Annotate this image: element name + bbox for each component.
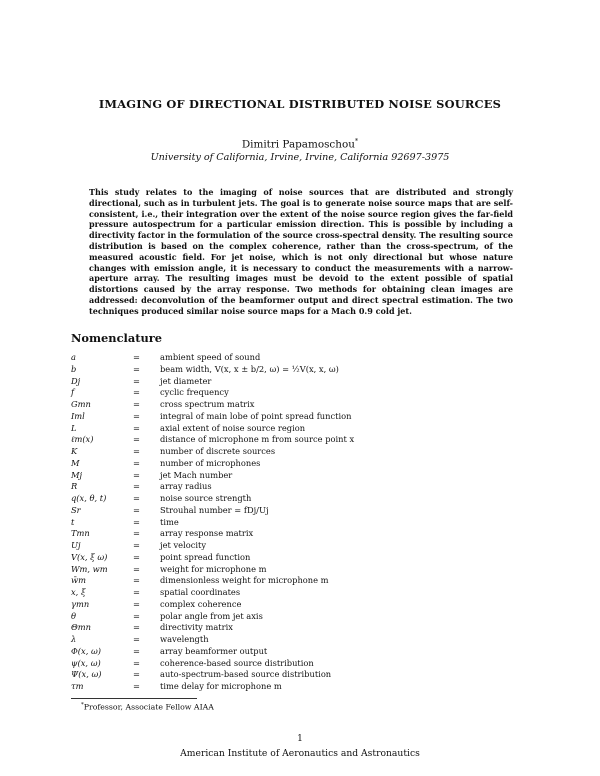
nomenclature-definition: time delay for microphone m [160, 681, 282, 691]
nomenclature-equals: = [133, 540, 140, 550]
paper-title: IMAGING OF DIRECTIONAL DISTRIBUTED NOISE SOURCES [98, 97, 502, 111]
nomenclature-row [71, 423, 531, 435]
nomenclature-row [71, 622, 531, 634]
nomenclature-row [71, 470, 531, 482]
page-number: 1 [297, 734, 303, 744]
nomenclature-equals: = [133, 528, 140, 539]
nomenclature-definition: spatial coordinates [160, 587, 241, 597]
nomenclature-equals: = [133, 622, 140, 633]
nomenclature-row [71, 364, 531, 376]
nomenclature-symbol: t [71, 516, 75, 527]
nomenclature-definition: ambient speed of sound [160, 352, 261, 362]
nomenclature-row [71, 434, 531, 446]
nomenclature-symbol: w̄m [71, 575, 86, 586]
nomenclature-definition: jet Mach number [160, 469, 233, 480]
nomenclature-symbol: a [71, 352, 76, 362]
nomenclature-row [71, 458, 531, 470]
nomenclature-equals: = [133, 352, 140, 362]
nomenclature-row [71, 611, 531, 623]
nomenclature-definition: cyclic frequency [160, 387, 229, 398]
nomenclature-equals: = [133, 681, 140, 691]
nomenclature-equals: = [133, 481, 140, 492]
nomenclature-definition: time [160, 516, 179, 527]
nomenclature-symbol: Θmn [71, 622, 92, 633]
nomenclature-definition: complex coherence [160, 598, 242, 609]
nomenclature-definition: noise source strength [160, 493, 252, 503]
nomenclature-row [71, 564, 531, 576]
nomenclature-definition: dimensionless weight for microphone m [160, 575, 329, 586]
nomenclature-symbol: x, ξ [71, 587, 86, 597]
nomenclature-definition: number of microphones [160, 457, 261, 468]
abstract: This study relates to the imaging of noise sources that are distributed and strongly directional, such as in turbulent jets. The goal is to generate noise source maps that are self-consistent, i.e., their integration over the extent of the noise source region gives the far-field pressure autospectrum for a particular emission direction. This is possible by including a directivity factor in the formulation of the source cross-spectral density. The resulting source distribution is based on the complex coherence, rather than the cross-spectrum, of the measured acoustic field. For jet noise, which is not only directional but whose nature changes with emission angle, it is necessary to conduct the measurements with a narrow-aperture array. The resulting images must be devoid to the extent possible of spatial distortions caused by the array response. Two methods for obtaining clean images are addressed: deconvolution of the beamformer output and direct spectral estimation. The two techniques produced similar noise source maps for a Mach 0.9 cold jet. [89, 187, 513, 316]
nomenclature-definition: array beamformer output [160, 645, 268, 656]
nomenclature-equals: = [133, 457, 140, 468]
nomenclature-equals: = [133, 610, 140, 621]
nomenclature-equals: = [133, 422, 140, 433]
nomenclature-definition: number of discrete sources [160, 446, 276, 456]
nomenclature-equals: = [133, 363, 140, 374]
nomenclature-symbol: f [71, 387, 75, 398]
nomenclature-definition: wavelength [160, 634, 209, 644]
nomenclature-definition: axial extent of noise source region [160, 422, 306, 433]
nomenclature-row [71, 634, 531, 646]
nomenclature-row [71, 587, 531, 599]
nomenclature-row [71, 387, 531, 399]
nomenclature-equals: = [133, 493, 140, 503]
nomenclature-row [71, 505, 531, 517]
nomenclature-definition: integral of main lobe of point spread function [160, 410, 352, 421]
nomenclature-row [71, 446, 531, 458]
nomenclature-row [71, 658, 531, 670]
nomenclature-equals: = [133, 469, 140, 480]
nomenclature-symbol: R [71, 481, 78, 492]
author-name: Dimitri Papamoschou [241, 138, 355, 151]
nomenclature-symbol: Wm, wm [71, 563, 108, 574]
nomenclature-row [71, 493, 531, 505]
nomenclature-row [71, 540, 531, 552]
nomenclature-row [71, 552, 531, 564]
nomenclature-symbol: Dj [71, 375, 81, 386]
nomenclature-symbol: Mj [71, 469, 83, 480]
nomenclature-equals: = [133, 563, 140, 574]
page-footer: American Institute of Aeronautics and Astronautics [180, 748, 420, 759]
nomenclature-symbol: Iml [71, 410, 85, 421]
nomenclature-definition: polar angle from jet axis [160, 610, 263, 621]
nomenclature-row [71, 399, 531, 411]
nomenclature-symbol: b [71, 363, 77, 374]
nomenclature-row [71, 575, 531, 587]
author-line [0, 137, 600, 150]
nomenclature-list [71, 352, 531, 693]
footnote-text: Professor, Associate Fellow AIAA [83, 702, 214, 712]
nomenclature-row [71, 599, 531, 611]
nomenclature-row [71, 517, 531, 529]
nomenclature-equals: = [133, 598, 140, 609]
nomenclature-equals: = [133, 446, 140, 456]
nomenclature-symbol: q(x, θ, t) [71, 493, 107, 503]
nomenclature-row [71, 411, 531, 423]
nomenclature-symbol: Tmn [71, 528, 90, 539]
nomenclature-equals: = [133, 410, 140, 421]
nomenclature-row [71, 481, 531, 493]
nomenclature-row [71, 352, 531, 364]
nomenclature-row [71, 681, 531, 693]
nomenclature-symbol: Gmn [71, 399, 91, 409]
nomenclature-symbol: V(x, ξ ω) [71, 551, 108, 562]
nomenclature-symbol: Sr [71, 504, 81, 515]
nomenclature-definition: Strouhal number = fDj/Uj [160, 504, 269, 515]
nomenclature-equals: = [133, 645, 140, 656]
nomenclature-row [71, 669, 531, 681]
nomenclature-row [71, 528, 531, 540]
nomenclature-symbol: λ [71, 634, 77, 644]
nomenclature-definition: weight for microphone m [160, 563, 267, 574]
nomenclature-symbol: ψ(x, ω) [71, 657, 101, 668]
nomenclature-symbol: M [71, 457, 80, 468]
nomenclature-definition: beam width, V(x, x ± b/2, ω) = ½V(x, x, ω) [160, 363, 339, 374]
nomenclature-equals: = [133, 657, 140, 668]
nomenclature-definition: array response matrix [160, 528, 254, 539]
nomenclature-equals: = [133, 551, 140, 562]
nomenclature-symbol: γmn [71, 598, 90, 609]
footnote-mark: * [81, 702, 84, 708]
nomenclature-definition: auto-spectrum-based source distribution [160, 669, 332, 680]
nomenclature-definition: array radius [160, 481, 212, 492]
nomenclature-equals: = [133, 375, 140, 386]
nomenclature-definition: point spread function [160, 551, 251, 562]
nomenclature-symbol: τm [71, 681, 84, 691]
footnote-rule [71, 698, 197, 699]
nomenclature-symbol: Ψ(x, ω) [71, 669, 102, 680]
nomenclature-row [71, 646, 531, 658]
nomenclature-equals: = [133, 516, 140, 527]
author-footnote-mark: * [354, 137, 359, 145]
nomenclature-definition: cross spectrum matrix [160, 399, 255, 409]
nomenclature-equals: = [133, 575, 140, 586]
nomenclature-heading: Nomenclature [71, 331, 163, 345]
nomenclature-equals: = [133, 634, 140, 644]
nomenclature-definition: jet diameter [160, 375, 212, 386]
nomenclature-definition: distance of microphone m from source point x [160, 434, 355, 445]
nomenclature-equals: = [133, 399, 140, 409]
nomenclature-definition: coherence-based source distribution [160, 657, 314, 668]
nomenclature-equals: = [133, 434, 140, 445]
nomenclature-symbol: Uj [71, 540, 81, 550]
nomenclature-symbol: L [71, 422, 77, 433]
nomenclature-equals: = [133, 387, 140, 398]
footnote [81, 702, 214, 712]
nomenclature-symbol: θ [71, 610, 76, 621]
nomenclature-definition: jet velocity [160, 540, 207, 550]
nomenclature-symbol: ℓm(x) [71, 434, 94, 445]
nomenclature-symbol: Φ(x, ω) [71, 645, 101, 656]
affiliation: University of California, Irvine, Irvine, California 92697-3975 [150, 152, 450, 163]
nomenclature-equals: = [133, 669, 140, 680]
nomenclature-equals: = [133, 504, 140, 515]
nomenclature-definition: directivity matrix [160, 622, 233, 633]
nomenclature-row [71, 376, 531, 388]
nomenclature-symbol: K [71, 446, 78, 456]
nomenclature-equals: = [133, 587, 140, 597]
